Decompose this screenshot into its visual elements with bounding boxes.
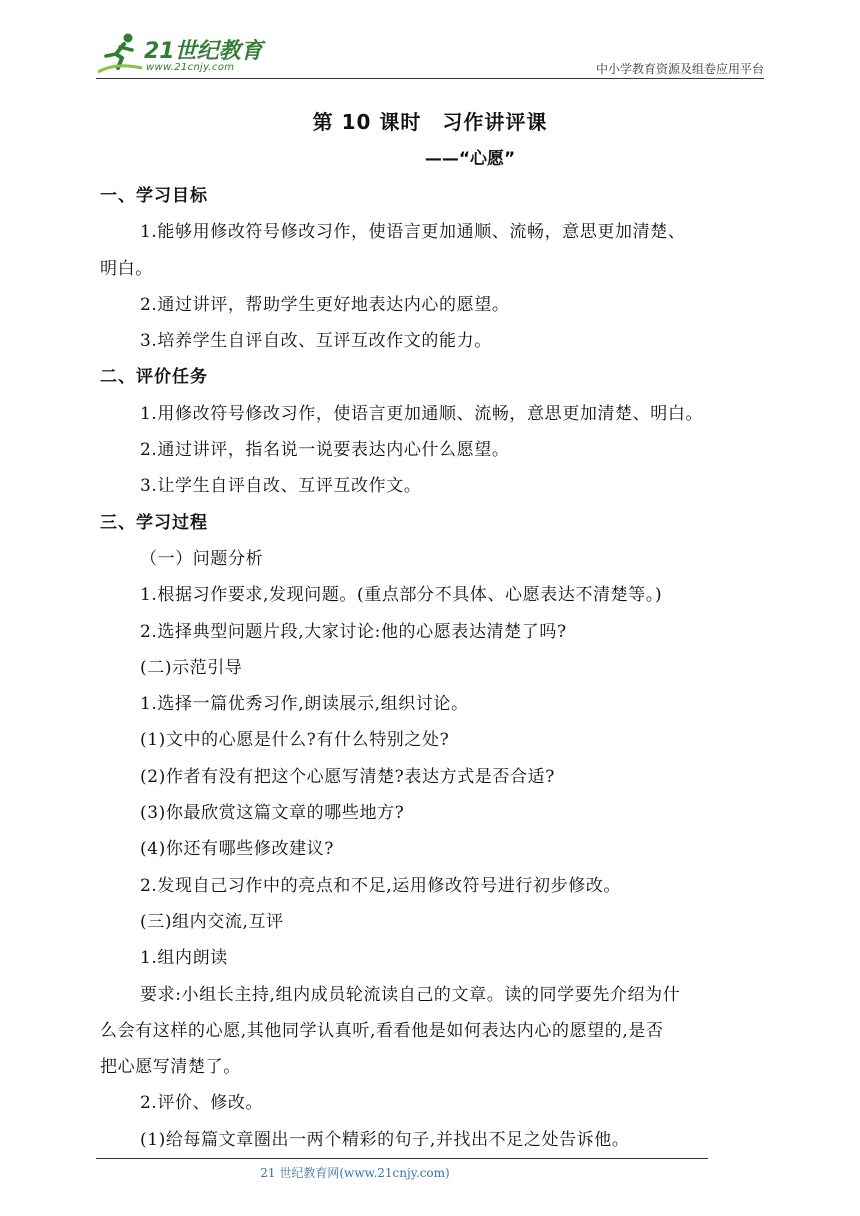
process-item: 2.评价、修改。 xyxy=(140,1093,264,1114)
question-item: (2)作者有没有把这个心愿写清楚?表达方式是否合适? xyxy=(140,766,555,787)
logo-text: 21世纪教育 xyxy=(144,39,263,64)
section-heading-process: 三、学习过程 xyxy=(100,512,208,533)
header-divider xyxy=(96,78,764,79)
subheading-problem-analysis: （一）问题分析 xyxy=(140,548,264,569)
section-heading-goals: 一、学习目标 xyxy=(100,186,208,206)
footer-divider xyxy=(96,1158,708,1159)
process-subitem: (1)给每篇文章圈出一两个精彩的句子,并找出不足之处告诉他。 xyxy=(140,1129,630,1150)
process-item: 1.组内朗读 xyxy=(140,948,228,969)
goal-item-1: 1.能够用修改符号修改习作，使语言更加通顺、流畅，意思更加清楚、 xyxy=(140,222,686,243)
process-item: 2.选择典型问题片段,大家讨论:他的心愿表达清楚了吗? xyxy=(140,621,567,642)
task-item-2: 2.通过讲评，指名说一说要表达内心什么愿望。 xyxy=(140,440,510,461)
process-item: 1.选择一篇优秀习作,朗读展示,组织讨论。 xyxy=(140,694,469,715)
question-item: (1)文中的心愿是什么?有什么特别之处? xyxy=(140,730,450,751)
section-heading-tasks: 二、评价任务 xyxy=(100,367,208,388)
subheading-group-exchange: (三)组内交流,互评 xyxy=(140,911,284,932)
document-body xyxy=(100,178,764,1158)
goal-item-1-cont: 明白。 xyxy=(100,258,153,279)
requirement-line-2: 么会有这样的心愿,其他同学认真听,看看他是如何表达内心的愿望的,是否 xyxy=(100,1020,664,1041)
page-footer[interactable]: 21 世纪教育网(www.21cnjy.com) xyxy=(260,1166,450,1180)
question-item: (3)你最欣赏这篇文章的哪些地方? xyxy=(140,803,405,824)
site-logo[interactable] xyxy=(96,32,266,78)
goal-item-2: 2.通过讲评，帮助学生更好地表达内心的愿望。 xyxy=(140,294,510,315)
logo-url: www.21cnjy.com xyxy=(146,62,235,73)
requirement-line-3: 把心愿写清楚了。 xyxy=(100,1057,241,1078)
page-header xyxy=(96,32,764,78)
process-item: 1.根据习作要求,发现问题。(重点部分不具体、心愿表达不清楚等。) xyxy=(140,585,663,606)
subheading-demonstration: (二)示范引导 xyxy=(140,657,243,678)
question-item: (4)你还有哪些修改建议? xyxy=(140,839,334,860)
task-item-1: 1.用修改符号修改习作，使语言更加通顺、流畅，意思更加清楚、明白。 xyxy=(140,403,704,424)
goal-item-3: 3.培养学生自评自改、互评互改作文的能力。 xyxy=(140,331,492,352)
task-item-3: 3.让学生自评自改、互评互改作文。 xyxy=(140,476,422,497)
requirement-line-1: 要求:小组长主持,组内成员轮流读自己的文章。读的同学要先介绍为什 xyxy=(140,984,681,1005)
process-item: 2.发现自己习作中的亮点和不足,运用修改符号进行初步修改。 xyxy=(140,875,622,896)
platform-name: 中小学教育资源及组卷应用平台 xyxy=(595,62,764,76)
page-title: 第 10 课时 习作讲评课 xyxy=(312,110,548,134)
runner-logo-icon xyxy=(96,32,144,76)
page-subtitle: ——“心愿” xyxy=(424,149,516,169)
